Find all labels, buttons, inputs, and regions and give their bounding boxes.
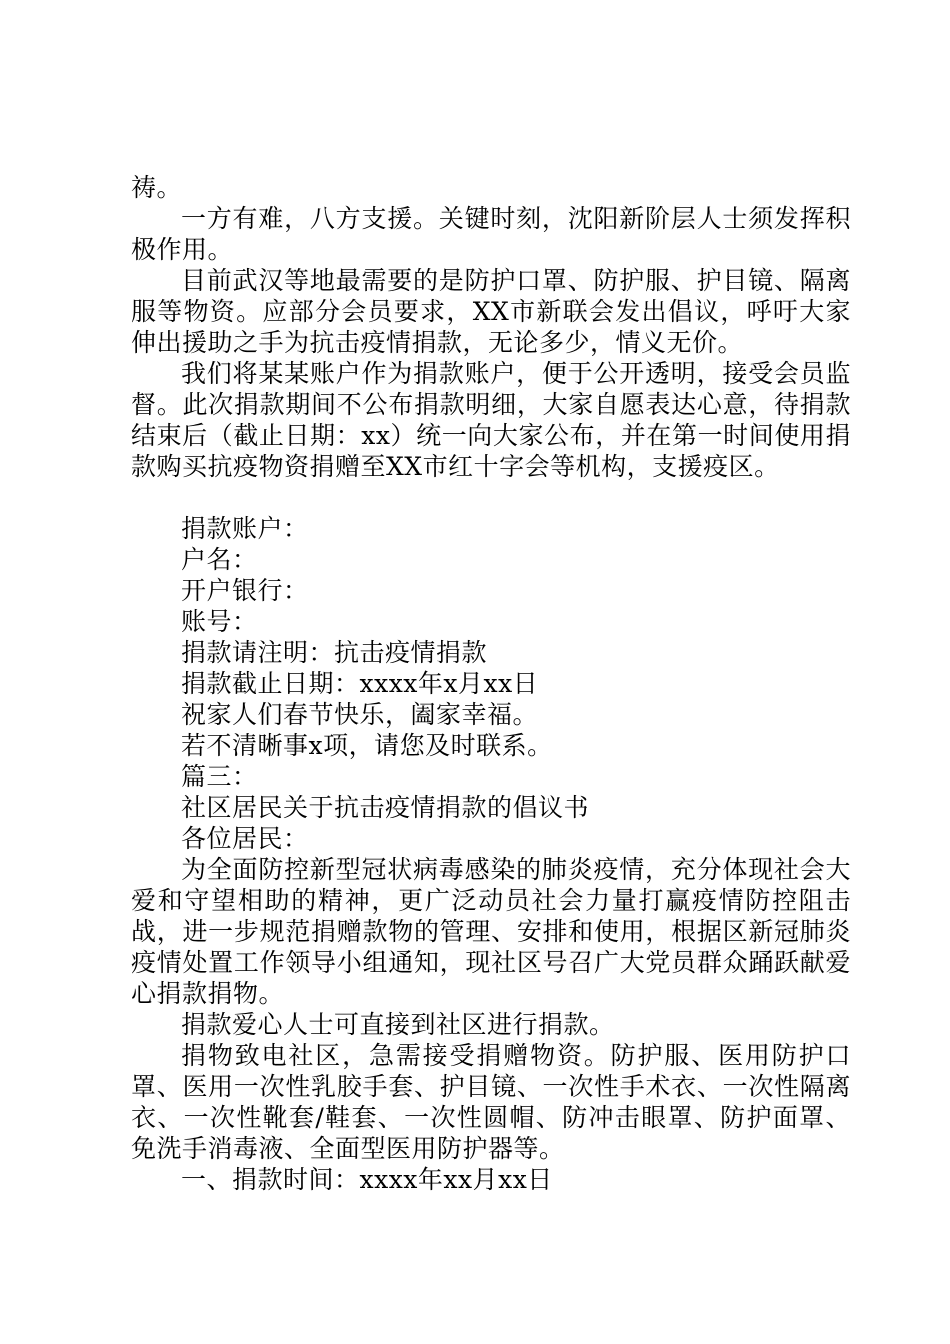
account-name-line: 户名： — [181, 545, 258, 574]
paragraph-spacer — [131, 482, 851, 513]
account-bank-line: 开户银行： — [181, 576, 309, 605]
salutation: 各位居民： — [181, 824, 309, 853]
paragraph-materials-needed: 目前武汉等地最需要的是防护口罩、防护服、护目镜、隔离服等物资。应部分会员要求，XX市新联会发出倡议，呼吁大家伸出援助之手为抗击疫情捐款，无论多少，情义无价。 — [131, 266, 851, 357]
paragraph-direct-donation: 捐款爱心人士可直接到社区进行捐款。 — [181, 1010, 615, 1039]
donation-deadline-line: 捐款截止日期：xxxx年x月xx日 — [181, 669, 539, 698]
account-heading: 捐款账户： — [181, 514, 309, 543]
greeting-line: 祝家人们春节快乐，阖家幸福。 — [181, 700, 539, 729]
document-body — [131, 172, 851, 1195]
donation-note-line: 捐款请注明：抗击疫情捐款 — [181, 638, 488, 667]
paragraph-continuation: 祷。 — [131, 173, 183, 202]
paragraph-donation-account: 我们将某某账户作为捐款账户，便于公开透明，接受会员监督。此次捐款期间不公布捐款明细，大家自愿表达心意，待捐款结束后（截止日期：xx）统一向大家公布，并在第一时间使用捐款购买抗疫物资捐赠至XX市红十字会等机构，支援疫区。 — [131, 359, 851, 481]
account-number-line: 账号： — [181, 607, 258, 636]
paragraph-material-donation: 捐物致电社区，急需接受捐赠物资。防护服、医用防护口罩、医用一次性乳胶手套、护目镜、一次性手术衣、一次性隔离衣、一次性靴套/鞋套、一次性圆帽、防冲击眼罩、防护面罩、免洗手消毒液、全面型医用防护器等。 — [131, 1041, 851, 1163]
section-heading: 篇三： — [181, 762, 258, 791]
donation-time-line: 一、捐款时间：xxxx年xx月xx日 — [181, 1165, 553, 1194]
contact-line: 若不清晰事x项，请您及时联系。 — [181, 731, 553, 760]
paragraph-epidemic-prevention: 为全面防控新型冠状病毒感染的肺炎疫情，充分体现社会大爱和守望相助的精神，更广泛动员社会力量打赢疫情防控阻击战，进一步规范捐赠款物的管理、安排和使用，根据区新冠肺炎疫情处置工作领导小组通知，现社区号召广大党员群众踊跃献爱心捐款捐物。 — [131, 855, 851, 1008]
paragraph-support: 一方有难，八方支援。关键时刻，沈阳新阶层人士须发挥积极作用。 — [131, 204, 851, 264]
proposal-title: 社区居民关于抗击疫情捐款的倡议书 — [181, 793, 590, 822]
